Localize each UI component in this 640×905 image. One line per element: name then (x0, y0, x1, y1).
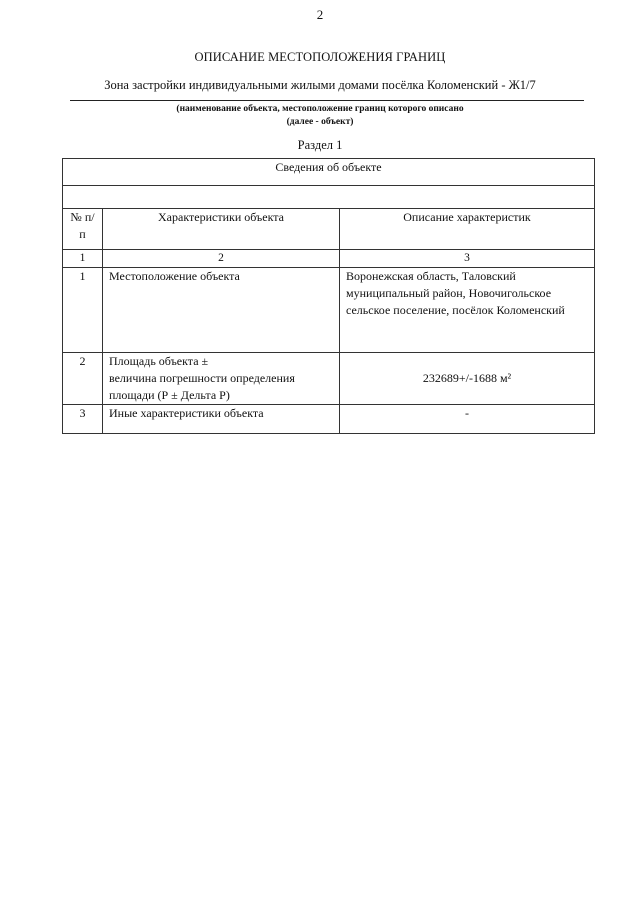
column-number: 1 (63, 250, 103, 268)
row-number: 1 (63, 268, 103, 353)
table-row (63, 268, 595, 353)
object-name-caption-line2: (далее - объект) (286, 117, 354, 127)
table-row (63, 353, 595, 405)
section-heading: Раздел 1 (297, 138, 343, 152)
table-title: Сведения об объекте (63, 159, 595, 186)
table-blank-row (63, 186, 595, 209)
row-characteristic-line1: Площадь объекта ± (109, 354, 209, 368)
column-number-row (63, 250, 595, 268)
row-characteristic (103, 353, 340, 405)
table-title-row (63, 159, 595, 186)
object-info-table (62, 158, 595, 434)
blank-cell (63, 186, 595, 209)
row-description: Воронежская область, Таловский муниципальный район, Новочигольское сельское поселение, посёлок Коломенский (340, 268, 595, 353)
column-number: 2 (103, 250, 340, 268)
table-header-row (63, 209, 595, 250)
column-number: 3 (340, 250, 595, 268)
row-number: 2 (63, 353, 103, 405)
row-characteristic-line2: величина погрешности определения площади (Р ± Дельта Р) (109, 371, 295, 402)
row-number: 3 (63, 405, 103, 434)
header-number: № п/п (63, 209, 103, 250)
row-description: - (340, 405, 595, 434)
header-description: Описание характеристик (340, 209, 595, 250)
object-name-caption-line1: (наименование объекта, местоположение границ которого описано (176, 104, 464, 114)
row-description: 232689+/-1688 м² (340, 353, 595, 405)
header-characteristic: Характеристики объекта (103, 209, 340, 250)
row-characteristic: Местоположение объекта (103, 268, 340, 353)
row-characteristic: Иные характеристики объекта (103, 405, 340, 434)
page-number: 2 (316, 7, 324, 22)
document-title: ОПИСАНИЕ МЕСТОПОЛОЖЕНИЯ ГРАНИЦ (194, 50, 446, 64)
object-name-underline (70, 100, 584, 101)
object-name: Зона застройки индивидуальными жилыми домами посёлка Коломенский - Ж1/7 (104, 78, 536, 92)
table-row (63, 405, 595, 434)
